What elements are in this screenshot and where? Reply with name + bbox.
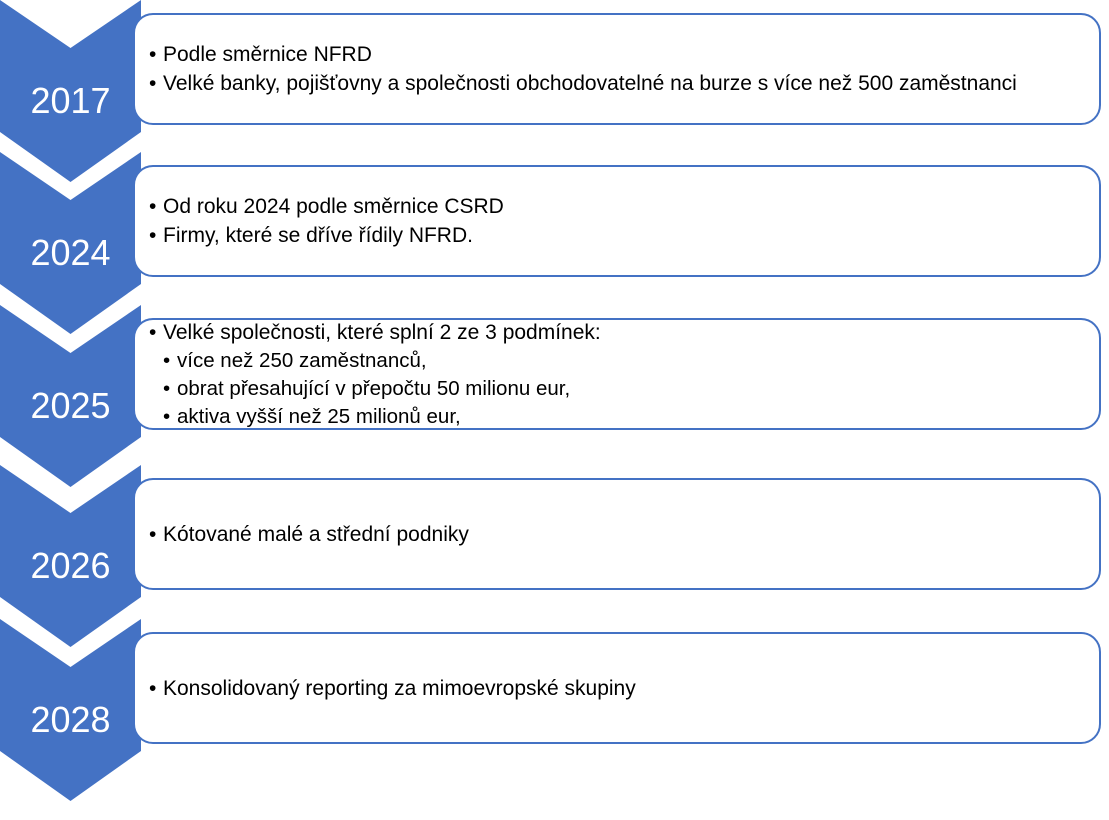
bullet-text: aktiva vyšší než 25 milionů eur, [177, 404, 461, 428]
bullet-text: Kótované malé a střední podniky [163, 522, 469, 546]
sub-bullet-item [149, 375, 1093, 403]
sub-bullet-item [149, 347, 1093, 375]
bullet-icon: • [163, 376, 171, 400]
year-label: 2028 [30, 699, 111, 740]
bullet-text: Od roku 2024 podle směrnice CSRD [163, 195, 504, 218]
bullet-list [149, 167, 1093, 275]
bullet-text: Konsolidovaný reporting za mimoevropské skupiny [163, 676, 636, 700]
bullet-item [149, 520, 1093, 549]
bullet-list [149, 480, 1093, 588]
bullet-icon: • [163, 404, 171, 428]
bullet-text: Velké banky, pojišťovny a společnosti obchodovatelné na burze s více než 500 zaměstnanci [163, 72, 1017, 95]
bullet-item [149, 221, 1093, 250]
bullet-text: Velké společnosti, které splní 2 ze 3 podmínek: [163, 320, 601, 344]
bullet-text: více než 250 zaměstnanců, [177, 348, 427, 372]
bullet-icon: • [163, 348, 171, 372]
bullet-item [149, 674, 1093, 703]
sub-bullet-item [149, 403, 1093, 431]
year-label: 2026 [30, 545, 111, 586]
bullet-list [149, 634, 1093, 742]
timeline-box-2025 [133, 318, 1101, 430]
bullet-item [149, 40, 1093, 69]
bullet-text: Podle směrnice NFRD [163, 43, 372, 66]
bullet-icon: • [149, 676, 157, 700]
timeline-box-2028 [133, 632, 1101, 744]
timeline-box-2026 [133, 478, 1101, 590]
bullet-text: obrat přesahující v přepočtu 50 milionu eur, [177, 376, 571, 400]
bullet-text: Firmy, které se dříve řídily NFRD. [163, 224, 473, 247]
bullet-icon: • [149, 320, 157, 344]
bullet-item [149, 192, 1093, 221]
year-label: 2017 [30, 80, 111, 121]
bullet-list [149, 320, 1093, 428]
year-label: 2025 [30, 385, 111, 426]
timeline-box-2024 [133, 165, 1101, 277]
bullet-item [149, 318, 1093, 347]
bullet-icon: • [149, 224, 157, 247]
bullet-icon: • [149, 43, 157, 66]
bullet-icon: • [149, 72, 157, 95]
year-label: 2024 [30, 232, 111, 273]
bullet-icon: • [149, 522, 157, 546]
timeline-box-2017 [133, 13, 1101, 125]
bullet-item [149, 69, 1093, 98]
bullet-list [149, 15, 1093, 123]
bullet-icon: • [149, 195, 157, 218]
